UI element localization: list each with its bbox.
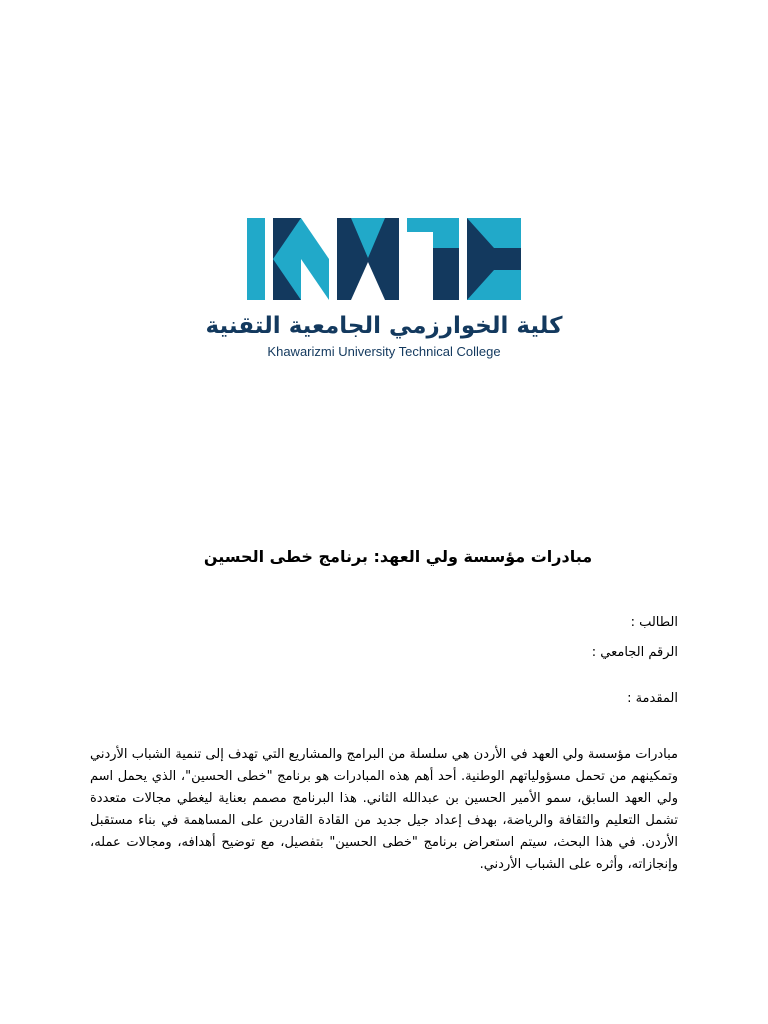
student-id-field: الرقم الجامعي :: [591, 645, 678, 660]
logo-english-text: Khawarizmi University Technical College: [267, 344, 501, 359]
intro-heading: المقدمة :: [627, 691, 678, 706]
college-logo: [205, 218, 563, 364]
document-title: مبادرات مؤسسة ولي العهد: برنامج خطى الحسين: [203, 547, 593, 566]
intro-paragraph: مبادرات مؤسسة ولي العهد في الأردن هي سلسلة من البرامج والمشاريع التي تهدف إلى تنمية الشباب الأردني وتمكينهم من تحمل مسؤولياتهم الوطنية. أحد أهم هذه المبادرات هو برنامج "خطى الحسين"، الذي يحمل اسم ولي العهد السابق، سمو الأمير الحسين بن عبدالله الثاني. هذا البرنامج مصمم بعناية ليغطي مجالات متعددة تشمل التعليم والثقافة والرياضة، بهدف إعداد جيل جديد من القادة القادرين على المساهمة في بناء مستقبل الأردن. في هذا البحث، سيتم استعراض برنامج "خطى الحسين" بتفصيل، مع توضيح أهدافه، ومجالات عمله، وإنجازاته، وأثره على الشباب الأردني.: [90, 747, 678, 872]
logo-arabic-name: [205, 308, 563, 342]
logo-mark-icon: [247, 218, 521, 306]
logo-arabic-text: كلية الخوارزمي الجامعية التقنية: [205, 313, 563, 339]
logo-english-name: [247, 342, 521, 362]
student-field: الطالب :: [630, 615, 678, 630]
